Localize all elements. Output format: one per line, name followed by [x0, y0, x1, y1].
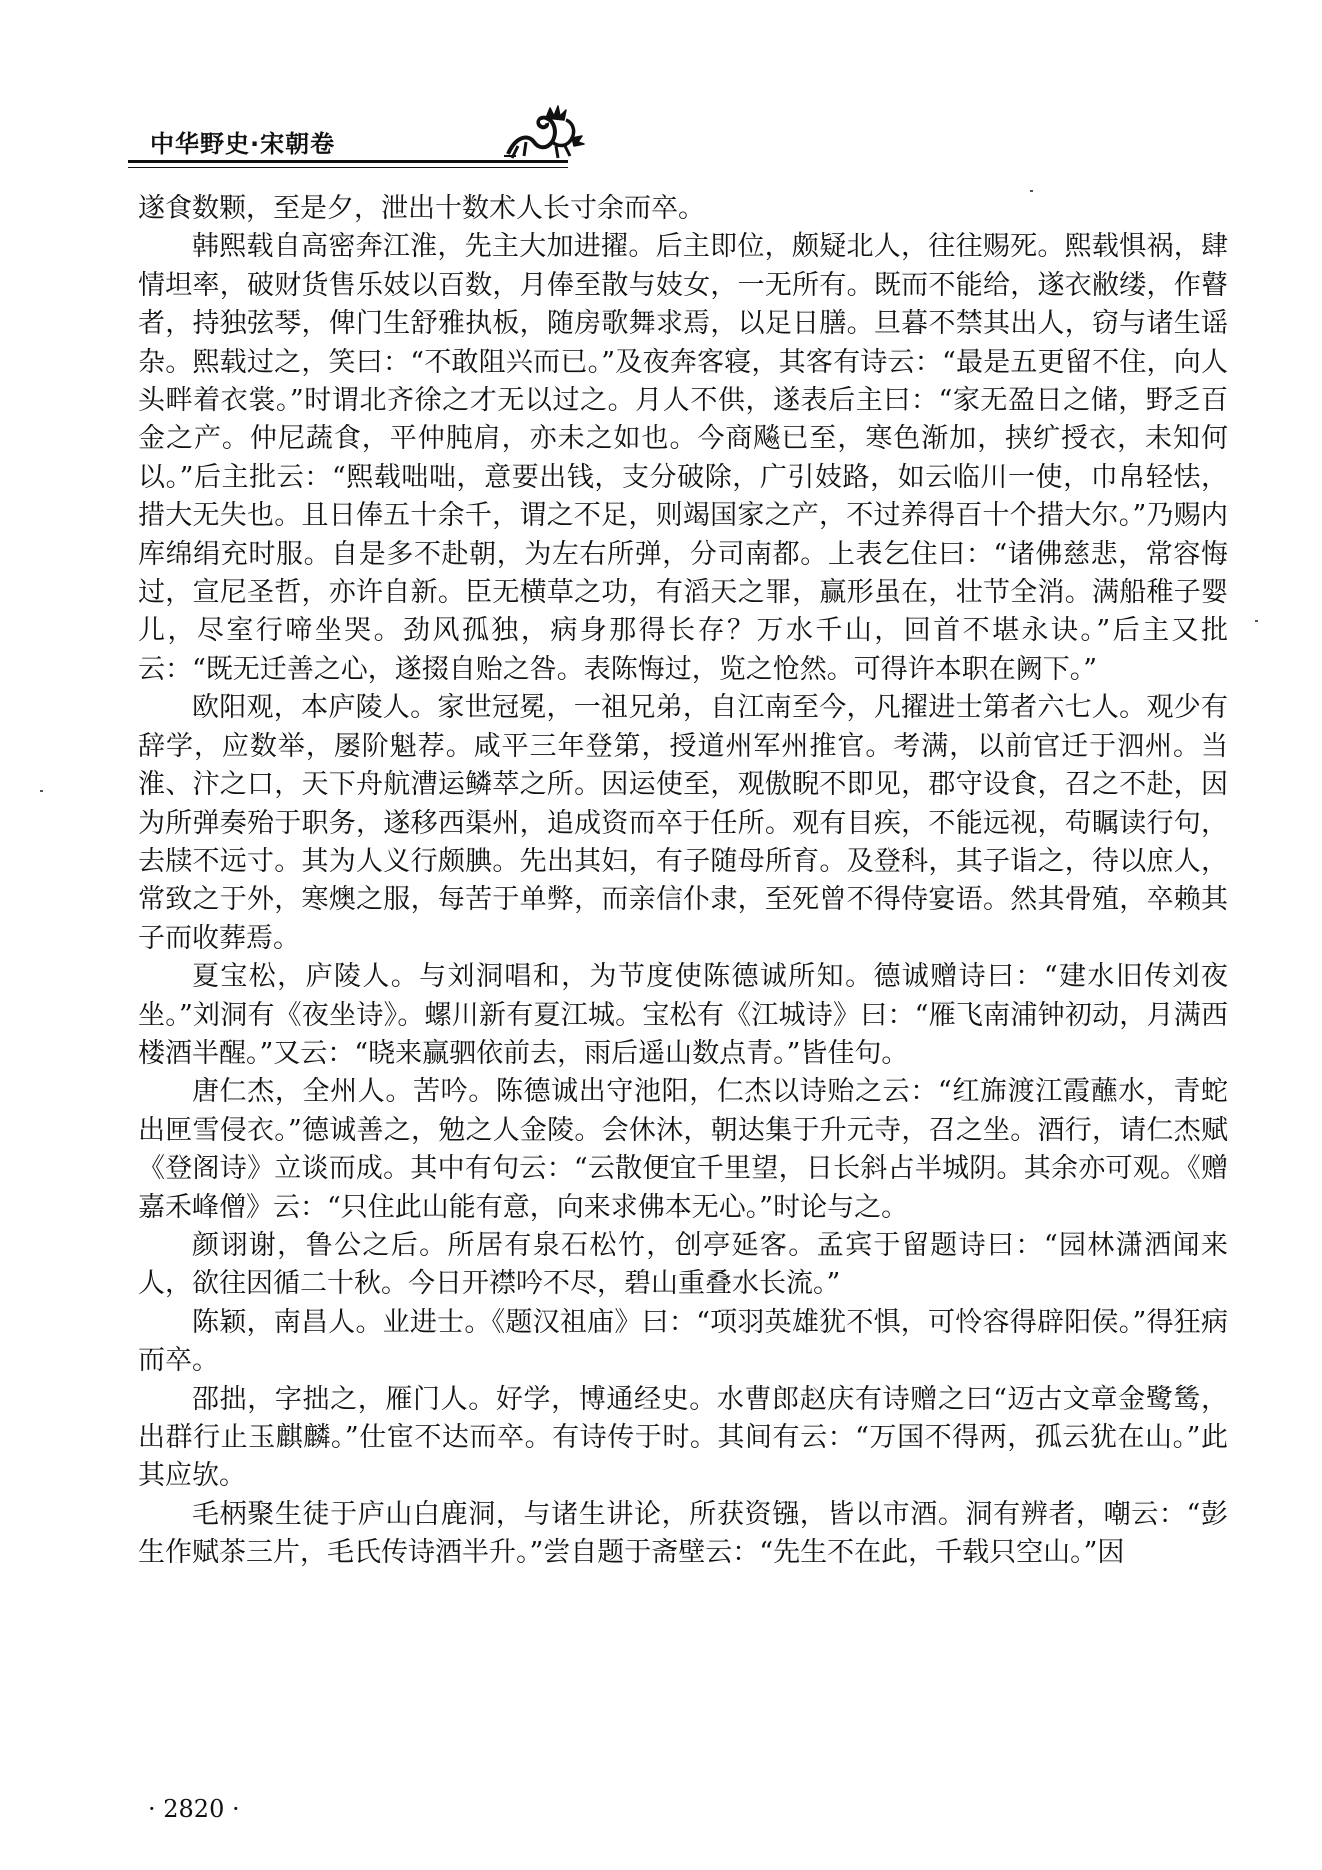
- paragraph-chen-ying: 陈颖，南昌人。业进士。《题汉祖庙》曰：“项羽英雄犹不惧，可怜容得辟阳侯。”得狂病而卒。: [138, 1306, 1228, 1377]
- book-title: 中华野史·宋朝卷: [150, 130, 336, 158]
- scan-speck: [1030, 190, 1033, 192]
- scan-speck: [40, 790, 43, 792]
- body-text: [138, 190, 1228, 1573]
- header-rule: [128, 160, 568, 163]
- paragraph-shao-zhuo: 邵拙，字拙之，雁门人。好学，博通经史。水曹郎赵庆有诗赠之曰“迈古文章金鹭鸶，出群行止玉麒麟。”仕宦不达而卒。有诗传于时。其间有云：“万国不得两，孤云犹在山。”此其应欤。: [138, 1383, 1228, 1492]
- page-header: [128, 96, 1228, 176]
- dragon-icon: [498, 96, 588, 166]
- header-rule-thin: [128, 167, 568, 168]
- paragraph-yan-xuxie: 颜诩谢，鲁公之后。所居有泉石松竹，创亭延客。孟宾于留题诗曰：“园林潇洒闻来人，欲往因循二十秋。今日开襟吟不尽，碧山重叠水长流。”: [138, 1229, 1228, 1300]
- paragraph-xia-baosong: 夏宝松，庐陵人。与刘洞唱和，为节度使陈德诚所知。德诚赠诗曰：“建水旧传刘夜坐。”刘洞有《夜坐诗》。螺川新有夏江城。宝松有《江城诗》曰：“雁飞南浦钟初动，月满西楼酒半醒。”又云：“晓来赢驷依前去，雨后遥山数点青。”皆佳句。: [138, 961, 1228, 1069]
- paragraph-tang-renjie: 唐仁杰，全州人。苦吟。陈德诚出守池阳，仁杰以诗贻之云：“红旆渡江霞蘸水，青蛇出匣雪侵衣。”德诚善之，勉之人金陵。会休沐，朝达集于升元寺，召之坐。酒行，请仁杰赋《登阁诗》立谈而成。其中有句云：“云散便宜千里望，日长斜占半城阴。其余亦可观。《赠嘉禾峰僧》云：“只住此山能有意，向来求佛本无心。”时论与之。: [138, 1076, 1228, 1223]
- paragraph-mao-bing: 毛柄聚生徒于庐山白鹿洞，与诸生讲论，所获资镪，皆以市酒。洞有辨者，嘲云：“彭生作赋茶三片，毛氏传诗酒半升。”尝自题于斋壁云：“先生不在此，千载只空山。”因: [138, 1498, 1228, 1569]
- paragraph-han-xizai: 韩熙载自高密奔江淮，先主大加进擢。后主即位，颇疑北人，往往赐死。熙载惧祸，肆情坦率，破财货售乐妓以百数，月俸至散与妓女，一无所有。既而不能给，遂衣敝缕，作瞽者，持独弦琴，俾门生舒雅执板，随房歌舞求焉，以足日膳。旦暮不禁其出人，窃与诸生谣杂。熙载过之，笑曰：“不敢阻兴而已。”及夜奔客寝，其客有诗云：“最是五更留不住，向人头畔着衣裳。”时谓北齐徐之才无以过之。月人不供，遂表后主曰：“家无盈日之储，野乏百金之产。仲尼蔬食，平仲肫肩，亦未之如也。今商飚已至，寒色渐加，挟纩授衣，未知何以。”后主批云：“熙载咄咄，意要出钱，支分破除，广引妓路，如云临川一使，巾帛轻怯，措大无失也。且日俸五十余千，谓之不足，则竭国家之产，不过养得百十个措大尔。”乃赐内库绵绢充时服。自是多不赴朝，为左右所弹，分司南都。上表乞住曰：“诸佛慈悲，常容悔过，宣尼圣哲，亦许自新。臣无横草之功，有滔天之罪，赢形虽在，壮节全消。满船稚子婴儿，尽室行啼坐哭。劲风孤独，病身那得长存？万水千山，回首不堪永诀。”后主又批云：“既无迁善之心，遂掇自贻之咎。表陈悔过，览之怆然。可得许本职在阙下。”: [138, 231, 1228, 685]
- paragraph-continued: 遂食数颗，至是夕，泄出十数术人长寸余而卒。: [138, 193, 705, 224]
- page-number: · 2820 ·: [148, 1795, 240, 1823]
- scan-speck: [1255, 620, 1258, 622]
- paragraph-ouyang-guan: 欧阳观，本庐陵人。家世冠冕，一祖兄弟，自江南至今，凡擢进士第者六七人。观少有辞学，应数举，屡阶魁荐。咸平三年登第，授道州军州推官。考满，以前官迁于泗州。当淮、汴之口，天下舟航漕运鳞萃之所。因运使至，观傲睨不即见，郡守设食，召之不赴，因为所弹奏殆于职务，遂移西渠州，追成资而卒于任所。观有目疾，不能远视，苟瞩读行句，去牍不远寸。其为人义行颇腆。先出其妇，有子随母所育。及登科，其子诣之，待以庶人，常致之于外，寒燠之服，每苦于单弊，而亲信仆隶，至死曾不得侍宴语。然其骨殖，卒赖其子而收葬焉。: [138, 692, 1228, 954]
